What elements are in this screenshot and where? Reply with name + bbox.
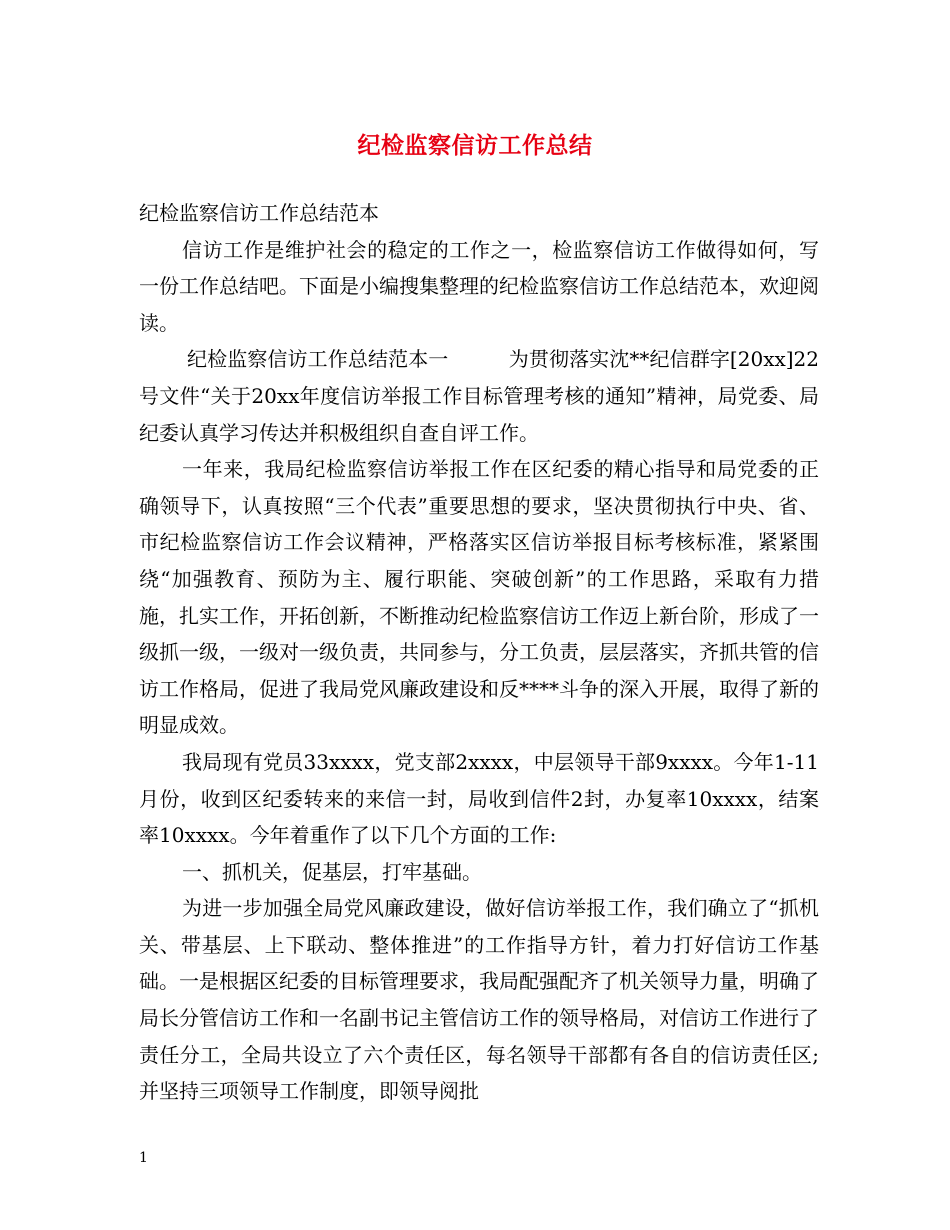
paragraph-year-review: 一年来，我局纪检监察信访举报工作在区纪委的精心指导和局党委的正确领导下，认真按照“三个代表”重要思想的要求，坚决贯彻执行中央、省、市纪检监察信访工作会议精神，严格落实区信访举报目标考核标准，紧紧围绕“加强教育、预防为主、履行职能、突破创新”的工作思路，采取有力措施，扎实工作，开拓创新，不断推动纪检监察信访工作迈上新台阶，形成了一级抓一级，一级对一级负责，共同参与，分工负责，层层落实，齐抓共管的信访工作格局，促进了我局党风廉政建设和反****斗争的深入开展，取得了新的明显成效。 [139,457,819,738]
paragraph-section-one: 为进一步加强全局党风廉政建设，做好信访举报工作，我们确立了“抓机关、带基层、上下联动、整体推进”的工作指导方针，着力打好信访工作基础。一是根据区纪委的目标管理要求，我局配强配齐了机关领导力量，明确了局长分管信访工作和一名副书记主管信访工作的领导格局，对信访工作进行了责任分工，全局共设立了六个责任区，每名领导干部都有各自的信访责任区;并坚持三项领导工作制度，即领导阅批 [139,896,819,1104]
paragraph-intro: 信访工作是维护社会的稳定的工作之一，检监察信访工作做得如何，写一份工作总结吧。下面是小编搜集整理的纪检监察信访工作总结范本，欢迎阅读。 [139,237,819,335]
paragraph-sample-one: 纪检监察信访工作总结范本一 为贯彻落实沈**纪信群字[20xx]22号文件“关于20xx年度信访举报工作目标管理考核的通知”精神，局党委、局纪委认真学习传达并积极组织自查自评工作。 [139,347,819,445]
document-subtitle: 纪检监察信访工作总结范本 [139,201,379,225]
document-body [139,195,819,1110]
section-heading-one: 一、抓机关，促基层，打牢基础。 [182,859,482,884]
paragraph-statistics: 我局现有党员33xxxx，党支部2xxxx，中层领导干部9xxxx。今年1-11月份，收到区纪委转来的来信一封，局收到信件2封，办复率10xxxx，结案率10xxxx。今年着重作了以下几个方面的工作: [139,749,819,848]
document-title: 纪检监察信访工作总结 [357,133,593,159]
page-number: 1 [139,1150,148,1166]
